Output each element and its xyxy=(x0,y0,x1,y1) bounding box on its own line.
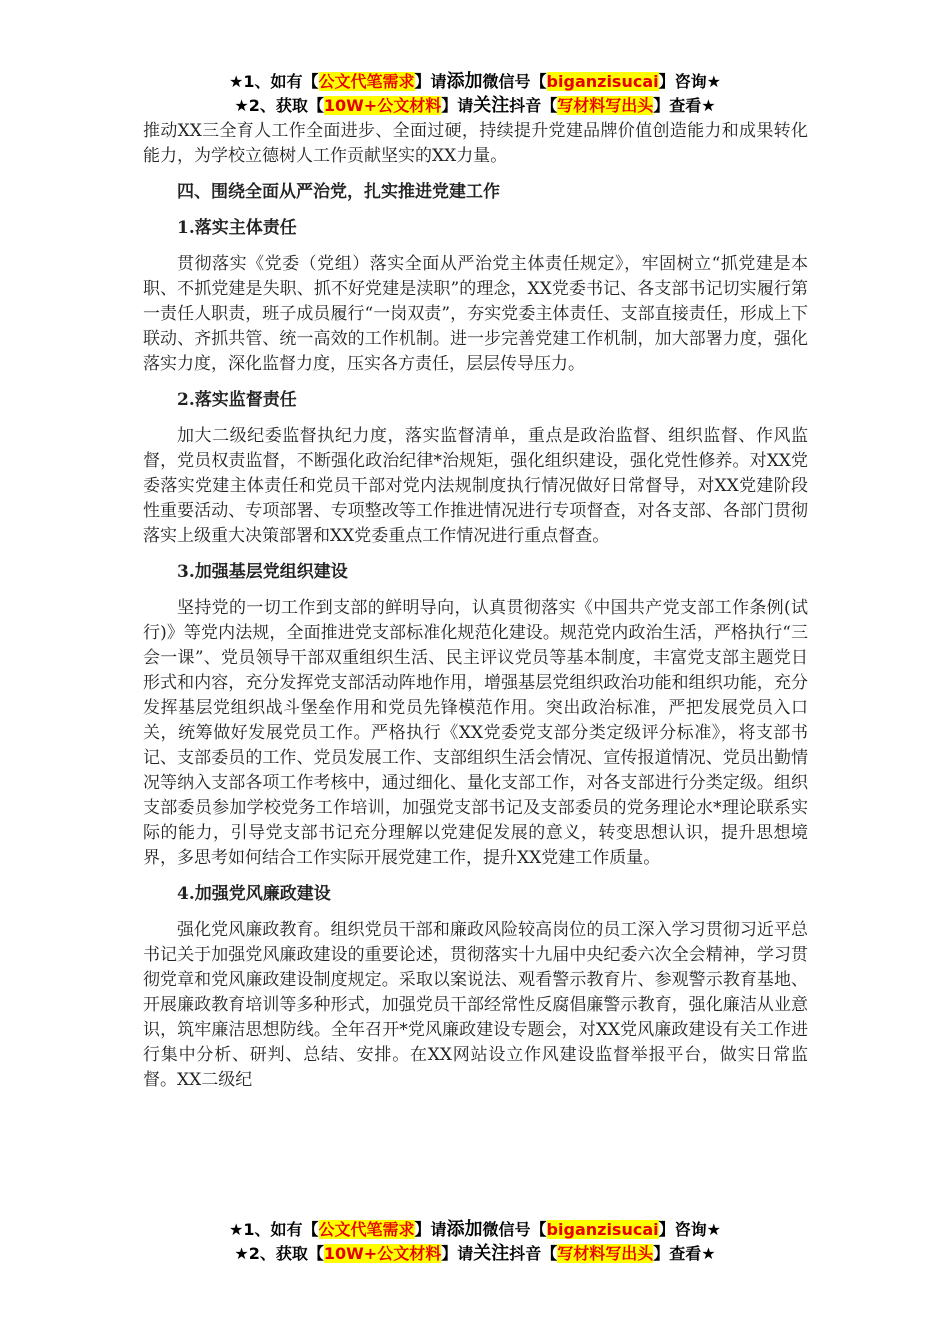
banner-text: ★1、如有【 xyxy=(229,72,319,91)
banner-highlight: 写材料写出头 xyxy=(557,96,654,115)
banner-emphasis: 关注 xyxy=(473,1243,510,1264)
banner-highlight: biganzisucai xyxy=(546,1220,659,1239)
banner-highlight: 公文代笔需求 xyxy=(318,72,415,91)
top-banner xyxy=(0,70,950,118)
banner-text: 】请 xyxy=(414,72,447,91)
banner-highlight: 10W+公文材料 xyxy=(323,1244,442,1263)
banner-text: 微信号【 xyxy=(482,1220,547,1239)
banner-line-2 xyxy=(0,94,950,118)
banner-text: ★2、获取【 xyxy=(234,96,324,115)
banner-text: 】请 xyxy=(441,96,474,115)
bottom-banner xyxy=(0,1218,950,1266)
item-heading: 1.落实主体责任 xyxy=(177,218,297,238)
banner-text: ★2、获取【 xyxy=(234,1244,324,1263)
banner-line-2 xyxy=(0,1242,950,1266)
banner-highlight: 10W+公文材料 xyxy=(323,96,442,115)
item-paragraph: 坚持党的一切工作到支部的鲜明导向，认真贯彻落实《中国共产党支部工作条例(试行)》等党内法规，全面推进党支部标准化规范化建设。规范党内政治生活，严格执行“三会一课”、党员领导干部双重组织生活、民主评议党员等基本制度，丰富党支部主题党日形式和内容，充分发挥党支部活动阵地作用，增强基层党组织政治功能和组织功能，充分发挥基层党组织战斗堡垒作用和党员先锋模范作用。突出政治标准，严把发展党员入口关，统筹做好发展党员工作。严格执行《XX党委党支部分类定级评分标准》，将支部书记、支部委员的工作、党员发展工作、支部组织生活会情况、宣传报道情况、党员出勤情况等纳入支部各项工作考核中，通过细化、量化支部工作，对各支部进行分类定级。组织支部委员参加学校党务工作培训，加强党支部书记及支部委员的党务理论水*理论联系实际的能力，引导党支部书记充分理解以党建促发展的意义，转变思想认识，提升思想境界，多思考如何结合工作实际开展党建工作，提升XX党建工作质量。 xyxy=(143,598,808,868)
banner-emphasis: 关注 xyxy=(473,95,510,116)
section-heading: 四、围绕全面从严治党，扎实推进党建工作 xyxy=(177,182,500,202)
banner-text: 微信号【 xyxy=(482,72,547,91)
banner-highlight: 写材料写出头 xyxy=(557,1244,654,1263)
item-heading: 3.加强基层党组织建设 xyxy=(177,562,348,582)
document-body xyxy=(143,119,808,1093)
banner-text: 】查看★ xyxy=(653,1244,716,1263)
item-paragraph: 强化党风廉政教育。组织党员干部和廉政风险较高岗位的员工深入学习贯彻习近平总书记关于加强党风廉政建设的重要论述，贯彻落实十九届中央纪委六次全会精神，学习贯彻党章和党风廉政建设制度规定。采取以案说法、观看警示教育片、参观警示教育基地、开展廉政教育培训等多种形式，加强党员干部经常性反腐倡廉警示教育，强化廉洁从业意识，筑牢廉洁思想防线。全年召开*党风廉政建设专题会，对XX党风廉政建设有关工作进行集中分析、研判、总结、安排。在XX网站设立作风建设监督举报平台，做实日常监督。XX二级纪 xyxy=(143,920,808,1090)
item-heading: 2.落实监督责任 xyxy=(177,390,297,410)
banner-text: 】请 xyxy=(414,1220,447,1239)
banner-text: 抖音【 xyxy=(509,96,558,115)
banner-text: 】请 xyxy=(441,1244,474,1263)
banner-line-1 xyxy=(0,70,950,94)
banner-text: 】查看★ xyxy=(653,96,716,115)
banner-highlight: biganzisucai xyxy=(546,72,659,91)
banner-text: 】咨询★ xyxy=(658,72,721,91)
item-paragraph: 贯彻落实《党委（党组）落实全面从严治党主体责任规定》，牢固树立“抓党建是本职、不抓党建是失职、抓不好党建是渎职”的理念，XX党委书记、各支部书记切实履行第一责任人职责，班子成员履行“一岗双责”，夯实党委主体责任、支部直接责任，形成上下联动、齐抓共管、统一高效的工作机制。进一步完善党建工作机制，加大部署力度，强化落实力度，深化监督力度，压实各方责任，层层传导压力。 xyxy=(143,254,808,374)
intro-paragraph: 推动XX三全育人工作全面进步、全面过硬，持续提升党建品牌价值创造能力和成果转化能力，为学校立德树人工作贡献坚实的XX力量。 xyxy=(143,121,808,166)
banner-highlight: 公文代笔需求 xyxy=(318,1220,415,1239)
banner-emphasis: 添加 xyxy=(446,71,483,92)
banner-line-1 xyxy=(0,1218,950,1242)
banner-text: ★1、如有【 xyxy=(229,1220,319,1239)
banner-text: 】咨询★ xyxy=(658,1220,721,1239)
item-heading: 4.加强党风廉政建设 xyxy=(177,884,331,904)
item-paragraph: 加大二级纪委监督执纪力度，落实监督清单，重点是政治监督、组织监督、作风监督，党员权责监督，不断强化政治纪律*治规矩，强化组织建设，强化党性修养。对XX党委落实党建主体责任和党员干部对党内法规制度执行情况做好日常督导，对XX党建阶段性重要活动、专项部署、专项整改等工作推进情况进行专项督查，对各支部、各部门贯彻落实上级重大决策部署和XX党委重点工作情况进行重点督查。 xyxy=(143,426,808,546)
banner-text: 抖音【 xyxy=(509,1244,558,1263)
banner-emphasis: 添加 xyxy=(446,1219,483,1240)
